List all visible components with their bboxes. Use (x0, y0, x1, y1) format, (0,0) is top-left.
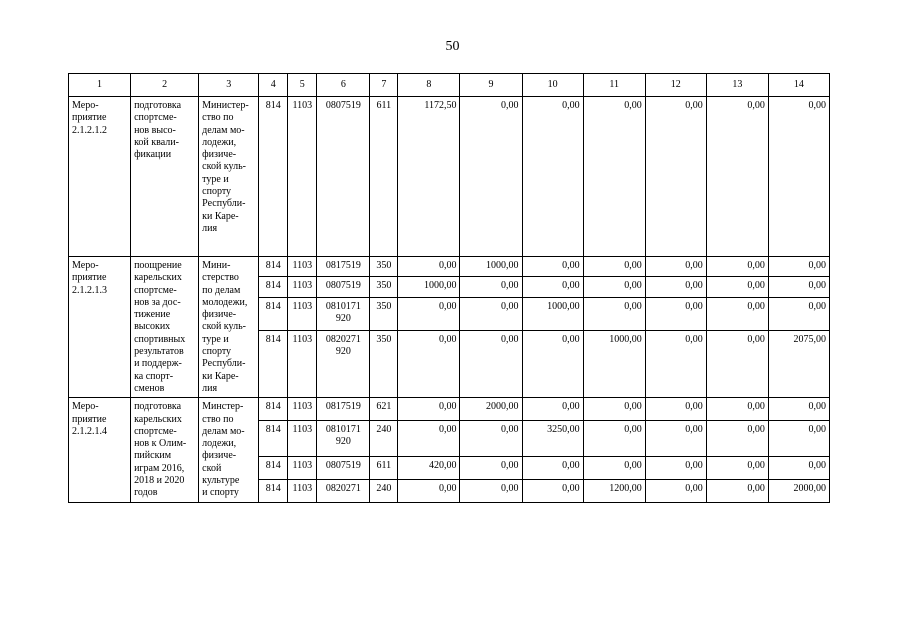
section-code: 1103 (288, 297, 317, 330)
value-col-11: 0,00 (583, 97, 645, 257)
kvr-code: 814 (259, 297, 288, 330)
column-header: 4 (259, 74, 288, 97)
column-header: 7 (370, 74, 398, 97)
target-code: 0820271 920 (317, 330, 370, 398)
value-col-13: 0,00 (706, 257, 768, 277)
measure-cell: Меро- приятие 2.1.2.1.3 (69, 257, 131, 398)
column-header: 8 (398, 74, 460, 97)
value-col-14: 0,00 (768, 97, 829, 257)
value-col-10: 0,00 (522, 398, 583, 421)
target-code: 0820271 (317, 479, 370, 502)
value-col-10: 0,00 (522, 277, 583, 297)
value-col-11: 0,00 (583, 297, 645, 330)
value-col-14: 0,00 (768, 398, 829, 421)
value-col-13: 0,00 (706, 479, 768, 502)
value-col-12: 0,00 (645, 297, 706, 330)
value-col-8: 0,00 (398, 398, 460, 421)
value-col-11: 0,00 (583, 420, 645, 456)
value-col-13: 0,00 (706, 398, 768, 421)
value-col-14: 0,00 (768, 297, 829, 330)
value-col-14: 0,00 (768, 420, 829, 456)
description-cell: подготовка карельских спортсме- нов к Олим- пийским играм 2016, 2018 и 2020 годов (131, 398, 199, 502)
value-col-10: 0,00 (522, 257, 583, 277)
value-col-9: 2000,00 (460, 398, 522, 421)
section-code: 1103 (288, 277, 317, 297)
value-col-14: 2000,00 (768, 479, 829, 502)
value-col-9: 0,00 (460, 420, 522, 456)
column-header: 9 (460, 74, 522, 97)
value-col-8: 0,00 (398, 330, 460, 398)
value-col-14: 0,00 (768, 257, 829, 277)
value-col-8: 0,00 (398, 479, 460, 502)
value-col-12: 0,00 (645, 420, 706, 456)
vr-code: 240 (370, 420, 398, 456)
table-body (69, 74, 830, 503)
value-col-9: 1000,00 (460, 257, 522, 277)
section-code: 1103 (288, 97, 317, 257)
executor-cell: Минстер- ство по делам мо- лодежи, физиче- ской культуре и спорту (199, 398, 259, 502)
vr-code: 350 (370, 330, 398, 398)
column-header: 13 (706, 74, 768, 97)
executor-cell: Мини- стерство по делам молодежи, физиче- ской куль- туре и спорту Республи- ки Каре- лия (199, 257, 259, 398)
section-code: 1103 (288, 457, 317, 480)
column-header: 12 (645, 74, 706, 97)
value-col-8: 420,00 (398, 457, 460, 480)
executor-cell: Министер- ство по делам мо- лодежи, физиче- ской куль- туре и спорту Республи- ки Каре- лия (199, 97, 259, 257)
column-header: 5 (288, 74, 317, 97)
vr-code: 621 (370, 398, 398, 421)
column-header: 11 (583, 74, 645, 97)
table-row (69, 257, 830, 277)
column-header: 3 (199, 74, 259, 97)
value-col-13: 0,00 (706, 457, 768, 480)
target-code: 0807519 (317, 97, 370, 257)
value-col-10: 0,00 (522, 330, 583, 398)
description-cell: поощрение карельских спортсме- нов за дос- тижение высоких спортивных результатов и поддерж- ка спорт- сменов (131, 257, 199, 398)
value-col-10: 0,00 (522, 457, 583, 480)
value-col-12: 0,00 (645, 277, 706, 297)
target-code: 0817519 (317, 257, 370, 277)
column-header: 6 (317, 74, 370, 97)
section-code: 1103 (288, 420, 317, 456)
vr-code: 350 (370, 257, 398, 277)
value-col-9: 0,00 (460, 97, 522, 257)
value-col-12: 0,00 (645, 97, 706, 257)
value-col-9: 0,00 (460, 457, 522, 480)
value-col-11: 0,00 (583, 277, 645, 297)
value-col-14: 0,00 (768, 277, 829, 297)
value-col-11: 0,00 (583, 457, 645, 480)
column-header: 14 (768, 74, 829, 97)
value-col-8: 1172,50 (398, 97, 460, 257)
value-col-11: 1200,00 (583, 479, 645, 502)
kvr-code: 814 (259, 257, 288, 277)
value-col-8: 0,00 (398, 297, 460, 330)
value-col-9: 0,00 (460, 297, 522, 330)
vr-code: 611 (370, 457, 398, 480)
section-code: 1103 (288, 479, 317, 502)
value-col-10: 0,00 (522, 479, 583, 502)
value-col-11: 0,00 (583, 257, 645, 277)
value-col-9: 0,00 (460, 330, 522, 398)
value-col-9: 0,00 (460, 479, 522, 502)
kvr-code: 814 (259, 277, 288, 297)
value-col-13: 0,00 (706, 420, 768, 456)
budget-table (68, 73, 830, 503)
kvr-code: 814 (259, 420, 288, 456)
column-header: 2 (131, 74, 199, 97)
value-col-10: 1000,00 (522, 297, 583, 330)
table-row (69, 398, 830, 421)
target-code: 0817519 (317, 398, 370, 421)
vr-code: 350 (370, 297, 398, 330)
target-code: 0810171 920 (317, 297, 370, 330)
kvr-code: 814 (259, 479, 288, 502)
header-row (69, 74, 830, 97)
value-col-8: 1000,00 (398, 277, 460, 297)
value-col-12: 0,00 (645, 398, 706, 421)
section-code: 1103 (288, 257, 317, 277)
target-code: 0810171 920 (317, 420, 370, 456)
target-code: 0807519 (317, 277, 370, 297)
measure-cell: Меро- приятие 2.1.2.1.4 (69, 398, 131, 502)
description-cell: подготовка спортсме- нов высо- кой квали- фикации (131, 97, 199, 257)
value-col-11: 1000,00 (583, 330, 645, 398)
table-row (69, 97, 830, 257)
value-col-12: 0,00 (645, 479, 706, 502)
vr-code: 350 (370, 277, 398, 297)
value-col-13: 0,00 (706, 97, 768, 257)
vr-code: 611 (370, 97, 398, 257)
value-col-14: 0,00 (768, 457, 829, 480)
value-col-10: 0,00 (522, 97, 583, 257)
value-col-13: 0,00 (706, 277, 768, 297)
measure-cell: Меро- приятие 2.1.2.1.2 (69, 97, 131, 257)
value-col-13: 0,00 (706, 297, 768, 330)
target-code: 0807519 (317, 457, 370, 480)
value-col-10: 3250,00 (522, 420, 583, 456)
column-header: 10 (522, 74, 583, 97)
value-col-11: 0,00 (583, 398, 645, 421)
value-col-8: 0,00 (398, 257, 460, 277)
column-header: 1 (69, 74, 131, 97)
value-col-12: 0,00 (645, 330, 706, 398)
value-col-8: 0,00 (398, 420, 460, 456)
value-col-13: 0,00 (706, 330, 768, 398)
kvr-code: 814 (259, 97, 288, 257)
value-col-14: 2075,00 (768, 330, 829, 398)
section-code: 1103 (288, 330, 317, 398)
value-col-12: 0,00 (645, 457, 706, 480)
kvr-code: 814 (259, 457, 288, 480)
kvr-code: 814 (259, 398, 288, 421)
value-col-12: 0,00 (645, 257, 706, 277)
kvr-code: 814 (259, 330, 288, 398)
value-col-9: 0,00 (460, 277, 522, 297)
vr-code: 240 (370, 479, 398, 502)
section-code: 1103 (288, 398, 317, 421)
page-number: 50 (445, 39, 460, 54)
